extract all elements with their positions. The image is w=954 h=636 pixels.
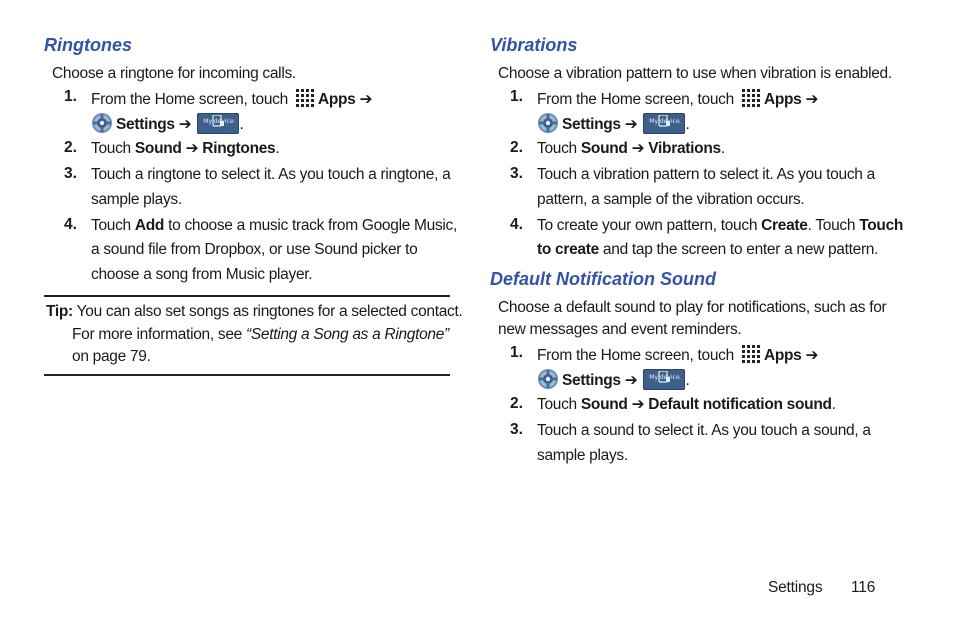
step-text [91,216,457,236]
step-text-segment: and tap the screen to enter a new pattern. [598,241,879,258]
arrow-glyph: ➔ [627,396,649,413]
step-text [537,139,725,159]
settings-label: Settings [116,116,175,133]
period: . [239,116,244,133]
arrow-glyph: ➔ [181,140,203,157]
menu-path-sound: Sound [580,396,628,413]
my-device-caption: My device [649,374,680,381]
period: . [685,372,690,389]
apps-label: Apps [317,91,356,108]
step-text-segment: From the Home screen, touch [537,91,734,108]
add-label: Add [134,217,165,234]
period: . [831,396,836,413]
my-device-caption: My device [203,118,234,125]
apps-label: Apps [763,347,802,364]
step-number: 2. [510,395,523,412]
arrow-glyph: ➔ [178,116,192,133]
touch-to-create-label: to create [537,241,599,258]
footer-page-number: 116 [851,579,876,596]
step-text [537,112,689,135]
arrow-glyph: ➔ [624,116,638,133]
my-device-tab-icon [643,369,685,390]
footer-section-name: Settings [768,579,823,596]
tip-line: on page 79. [72,348,151,365]
step-number: 3. [64,165,77,182]
step-text-segment: Touch [537,140,581,157]
cross-reference-link: “Setting a Song as a Ringtone” [245,326,449,343]
section-heading-ringtones: Ringtones [44,35,132,55]
notification-intro: new messages and event reminders. [498,321,742,338]
apps-label: Apps [763,91,802,108]
tip-line [46,302,463,322]
create-label: Create [761,217,808,234]
step-number: 3. [510,421,523,438]
step-text-segment: From the Home screen, touch [91,91,288,108]
step-text [537,368,689,391]
apps-grid-icon [741,344,761,364]
step-text: choose a song from Music player. [91,266,313,283]
step-number: 1. [510,344,523,361]
step-text [91,139,279,159]
tip-text: You can also set songs as ringtones for a selected contact. [76,303,463,320]
arrow-glyph: ➔ [805,91,819,108]
tip-line [72,325,449,345]
apps-grid-icon [295,88,315,108]
period: . [720,140,725,157]
step-text [537,240,878,260]
step-number: 3. [510,165,523,182]
step-number: 1. [510,88,523,105]
step-text [537,88,818,110]
settings-label: Settings [562,372,621,389]
step-text: pattern, a sample of the vibration occurs. [537,191,805,208]
settings-gear-icon [91,112,113,134]
step-text-segment: . Touch [807,217,860,234]
step-number: 4. [510,216,523,233]
period: . [275,140,280,157]
step-text-segment: to choose a music track from Google Music, [164,217,458,234]
ringtones-intro: Choose a ringtone for incoming calls. [52,65,296,82]
step-text [91,88,372,110]
step-text: Touch a ringtone to select it. As you touch a ringtone, a [91,166,451,183]
step-number: 4. [64,216,77,233]
arrow-glyph: ➔ [359,91,373,108]
step-text [91,112,243,135]
step-number: 2. [64,139,77,156]
step-text: Touch a vibration pattern to select it. As you touch a [537,166,875,183]
arrow-glyph: ➔ [627,140,649,157]
menu-path-ringtones: Ringtones [202,140,276,157]
notification-intro: Choose a default sound to play for notifications, such as for [498,299,887,316]
step-text: a sound file from Dropbox, or use Sound picker to [91,241,418,258]
period: . [685,116,690,133]
touch-to-create-label: Touch [859,217,904,234]
vibrations-intro: Choose a vibration pattern to use when vibration is enabled. [498,65,892,82]
step-text-segment: Touch [91,140,135,157]
step-text [537,216,903,236]
section-heading-default-notification-sound: Default Notification Sound [490,269,716,289]
settings-label: Settings [562,116,621,133]
my-device-tab-icon [643,113,685,134]
step-text: sample plays. [91,191,182,208]
menu-path-sound: Sound [134,140,182,157]
step-number: 2. [510,139,523,156]
step-text [537,395,836,415]
section-heading-vibrations: Vibrations [490,35,578,55]
tip-label: Tip: [46,303,73,320]
step-text: sample plays. [537,447,628,464]
step-text-segment: Touch [91,217,135,234]
settings-gear-icon [537,368,559,390]
tip-top-rule [44,295,450,297]
step-text [537,344,818,366]
tip-bottom-rule [44,374,450,376]
step-text-segment: From the Home screen, touch [537,347,734,364]
menu-path-default-notification-sound: Default notification sound [648,396,832,413]
arrow-glyph: ➔ [624,372,638,389]
tip-text: For more information, see [72,326,246,343]
step-text: Touch a sound to select it. As you touch a sound, a [537,422,871,439]
my-device-caption: My device [649,118,680,125]
arrow-glyph: ➔ [805,347,819,364]
step-text-segment: To create your own pattern, touch [537,217,762,234]
my-device-tab-icon [197,113,239,134]
settings-gear-icon [537,112,559,134]
step-number: 1. [64,88,77,105]
menu-path-sound: Sound [580,140,628,157]
step-text-segment: Touch [537,396,581,413]
apps-grid-icon [741,88,761,108]
menu-path-vibrations: Vibrations [648,140,721,157]
